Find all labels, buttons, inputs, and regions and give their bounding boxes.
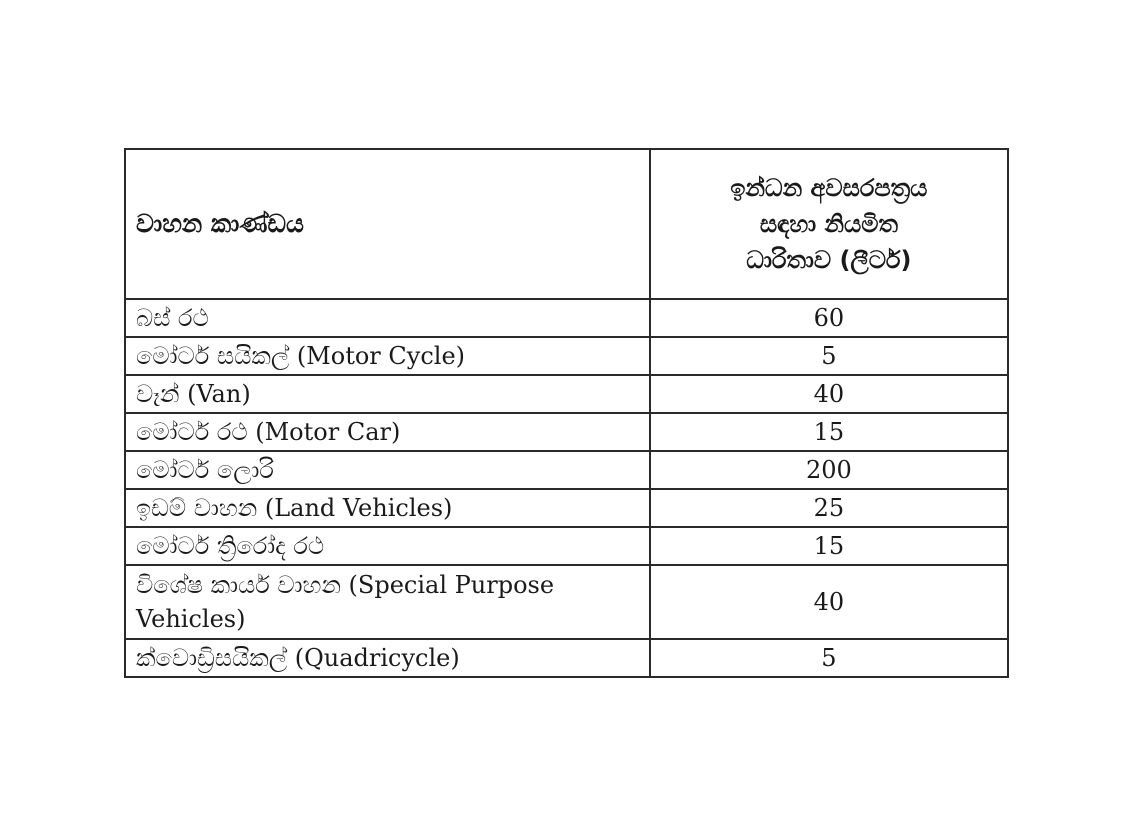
header-fuel-capacity — [650, 149, 1008, 299]
row-category: ක්වොඩ්‍රිසයිකල් (Quadricycle) — [125, 639, 650, 677]
table-row — [125, 451, 1008, 489]
table-row — [125, 337, 1008, 375]
table-row — [125, 375, 1008, 413]
row-capacity: 200 — [650, 451, 1008, 489]
row-capacity: 25 — [650, 489, 1008, 527]
table-header-row — [125, 149, 1008, 299]
header-vehicle-category: වාහන කාණ්ඩය — [125, 149, 650, 299]
table-row — [125, 413, 1008, 451]
header-capacity-line-2: සඳහා නියමිත — [759, 210, 898, 238]
header-capacity-line-1: ඉන්ධන අවසරපත්‍රය — [730, 174, 928, 202]
row-category: මෝටර් රථ (Motor Car) — [125, 413, 650, 451]
table-row — [125, 527, 1008, 565]
row-category: බස් රථ — [125, 299, 650, 337]
header-capacity-line-3: ධාරිතාව (ලීටර්) — [746, 246, 912, 274]
row-capacity: 5 — [650, 337, 1008, 375]
table-row — [125, 565, 1008, 639]
row-capacity: 40 — [650, 375, 1008, 413]
table-row — [125, 489, 1008, 527]
fuel-quota-table — [124, 148, 1009, 678]
row-category: ඉඩම් වාහන (Land Vehicles) — [125, 489, 650, 527]
row-category: මෝටර් ලොරි — [125, 451, 650, 489]
row-category: වෑන් (Van) — [125, 375, 650, 413]
table-row — [125, 639, 1008, 677]
row-capacity: 60 — [650, 299, 1008, 337]
row-capacity: 15 — [650, 413, 1008, 451]
row-category: විශේෂ කාර්ය වාහන (Special Purpose Vehicles) — [125, 565, 650, 639]
table-row — [125, 299, 1008, 337]
row-capacity: 5 — [650, 639, 1008, 677]
row-capacity: 15 — [650, 527, 1008, 565]
row-category: මෝටර් ත්‍රිරෝද රථ — [125, 527, 650, 565]
row-category: මෝටර් සයිකල් (Motor Cycle) — [125, 337, 650, 375]
row-capacity: 40 — [650, 565, 1008, 639]
